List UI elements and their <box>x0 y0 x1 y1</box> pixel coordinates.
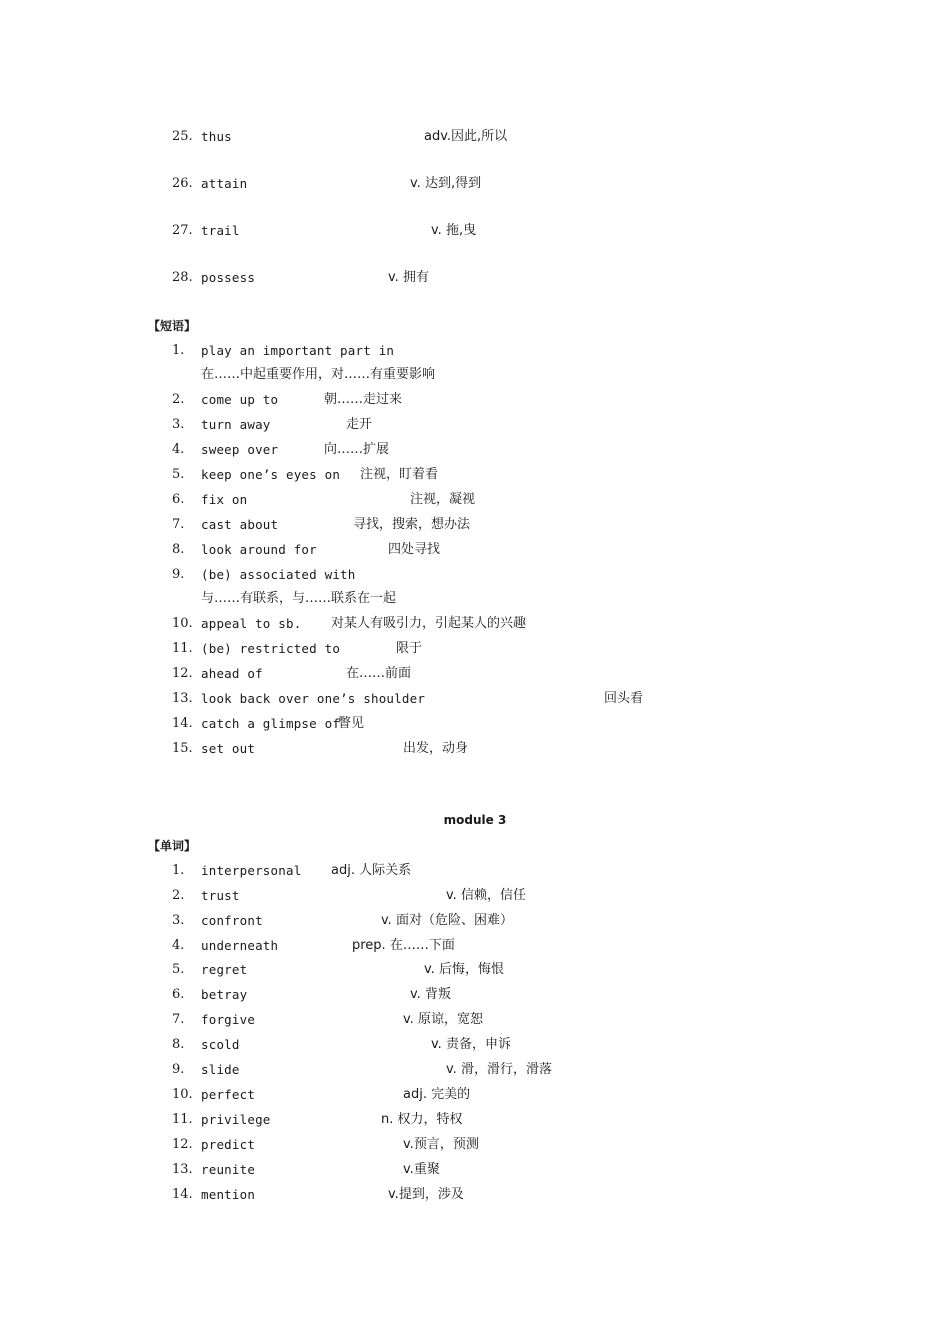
chinese-meaning: 注视，凝视 <box>410 492 476 507</box>
chinese-meaning: v. 达到,得到 <box>410 176 482 191</box>
item-number: 25. <box>172 129 193 144</box>
item-number: 11. <box>172 641 193 656</box>
english-phrase: turn away <box>201 417 271 432</box>
english-phrase: catch a glimpse of <box>201 716 341 731</box>
item-number: 3. <box>172 913 185 928</box>
item-number: 6. <box>172 492 185 507</box>
chinese-meaning: 寻找，搜索，想办法 <box>353 517 471 532</box>
chinese-meaning: 向……扩展 <box>324 442 390 457</box>
item-number: 7. <box>172 517 185 532</box>
phrases-heading: 【短语】 <box>148 319 197 333</box>
item-number: 13. <box>172 691 193 706</box>
chinese-meaning: 走开 <box>346 417 373 432</box>
english-phrase: look back over one’s shoulder <box>201 691 426 706</box>
chinese-meaning: v. 责备，申诉 <box>431 1037 511 1052</box>
english-term: confront <box>201 913 263 928</box>
phrase-item-14 <box>0 713 950 735</box>
word-item-7 <box>0 1009 950 1031</box>
item-number: 12. <box>172 666 193 681</box>
phrase-item-1-meaning <box>0 364 950 386</box>
english-term: forgive <box>201 1012 256 1027</box>
item-number: 7. <box>172 1012 185 1027</box>
word-item-8 <box>0 1034 950 1056</box>
item-number: 8. <box>172 542 185 557</box>
phrase-item-4 <box>0 439 950 461</box>
phrase-item-7 <box>0 514 950 536</box>
chinese-meaning: adj. 人际关系 <box>331 863 412 878</box>
word-item-11 <box>0 1109 950 1131</box>
phrase-item-3 <box>0 414 950 436</box>
word-item-13 <box>0 1159 950 1181</box>
item-number: 5. <box>172 962 185 977</box>
english-phrase: ahead of <box>201 666 263 681</box>
item-number: 9. <box>172 1062 185 1077</box>
item-number: 26. <box>172 176 193 191</box>
chinese-meaning: v.预言，预测 <box>403 1137 479 1152</box>
item-number: 2. <box>172 392 185 407</box>
english-term: interpersonal <box>201 863 302 878</box>
word-item-12 <box>0 1134 950 1156</box>
english-phrase: look around for <box>201 542 317 557</box>
module-title: module 3 <box>443 813 507 827</box>
english-phrase: cast about <box>201 517 279 532</box>
english-phrase: (be) associated with <box>201 567 356 582</box>
word-item-5 <box>0 959 950 981</box>
english-term: scold <box>201 1037 240 1052</box>
item-number: 8. <box>172 1037 185 1052</box>
item-number: 1. <box>172 343 185 358</box>
chinese-meaning: 瞥见 <box>338 716 365 731</box>
chinese-meaning: 朝……走过来 <box>324 392 403 407</box>
chinese-meaning: 出发，动身 <box>403 741 469 756</box>
chinese-meaning: 回头看 <box>604 691 644 706</box>
chinese-meaning: v.提到，涉及 <box>388 1187 464 1202</box>
chinese-meaning: prep. 在……下面 <box>352 938 455 953</box>
word-item-6 <box>0 984 950 1006</box>
chinese-meaning: adj. 完美的 <box>403 1087 471 1102</box>
chinese-meaning: v.重聚 <box>403 1162 440 1177</box>
item-number: 1. <box>172 863 185 878</box>
phrase-item-15 <box>0 738 950 760</box>
item-number: 27. <box>172 223 193 238</box>
phrase-item-2 <box>0 389 950 411</box>
english-term: betray <box>201 987 248 1002</box>
english-phrase: set out <box>201 741 256 756</box>
phrase-item-8 <box>0 539 950 561</box>
item-number: 14. <box>172 716 193 731</box>
item-number: 2. <box>172 888 185 903</box>
item-number: 28. <box>172 270 193 285</box>
item-number: 5. <box>172 467 185 482</box>
phrase-item-1 <box>0 340 950 362</box>
chinese-meaning: v. 拥有 <box>388 270 429 285</box>
english-term: trust <box>201 888 240 903</box>
item-number: 10. <box>172 616 193 631</box>
english-term: possess <box>201 270 256 285</box>
item-number: 13. <box>172 1162 193 1177</box>
english-term: thus <box>201 129 232 144</box>
english-term: perfect <box>201 1087 256 1102</box>
english-phrase: fix on <box>201 492 248 507</box>
phrase-item-12 <box>0 663 950 685</box>
english-term: mention <box>201 1187 256 1202</box>
chinese-meaning: adv.因此,所以 <box>424 129 508 144</box>
chinese-meaning: 在……前面 <box>346 666 412 681</box>
chinese-meaning: v. 信赖，信任 <box>446 888 526 903</box>
chinese-meaning: v. 拖,曳 <box>431 223 477 238</box>
phrase-item-10 <box>0 613 950 635</box>
phrase-item-9 <box>0 564 950 586</box>
english-term: underneath <box>201 938 279 953</box>
chinese-meaning: v. 背叛 <box>410 987 451 1002</box>
chinese-meaning: 限于 <box>396 641 423 656</box>
english-term: privilege <box>201 1112 271 1127</box>
vocab-item-28 <box>0 267 950 289</box>
english-phrase: keep one’s eyes on <box>201 467 341 482</box>
item-number: 4. <box>172 442 185 457</box>
word-item-9 <box>0 1059 950 1081</box>
chinese-meaning: n. 权力，特权 <box>381 1112 463 1127</box>
english-phrase: come up to <box>201 392 279 407</box>
phrase-item-13 <box>0 688 950 710</box>
english-term: predict <box>201 1137 256 1152</box>
item-number: 15. <box>172 741 193 756</box>
phrase-item-5 <box>0 464 950 486</box>
vocab-item-26 <box>0 173 950 195</box>
phrase-item-11 <box>0 638 950 660</box>
item-number: 9. <box>172 567 185 582</box>
word-item-3 <box>0 910 950 932</box>
item-number: 3. <box>172 417 185 432</box>
chinese-meaning: 与……有联系，与……联系在一起 <box>201 591 397 606</box>
item-number: 6. <box>172 987 185 1002</box>
item-number: 14. <box>172 1187 193 1202</box>
chinese-meaning: 四处寻找 <box>388 542 441 557</box>
word-item-14 <box>0 1184 950 1206</box>
english-term: attain <box>201 176 248 191</box>
english-term: trail <box>201 223 240 238</box>
word-item-2 <box>0 885 950 907</box>
item-number: 12. <box>172 1137 193 1152</box>
chinese-meaning: v. 滑，滑行，滑落 <box>446 1062 552 1077</box>
item-number: 10. <box>172 1087 193 1102</box>
item-number: 4. <box>172 938 185 953</box>
chinese-meaning: v. 后悔，悔恨 <box>424 962 504 977</box>
english-term: regret <box>201 962 248 977</box>
chinese-meaning: 在……中起重要作用，对……有重要影响 <box>201 367 436 382</box>
words-heading: 【单词】 <box>148 839 197 853</box>
english-term: slide <box>201 1062 240 1077</box>
chinese-meaning: v. 原谅，宽恕 <box>403 1012 483 1027</box>
chinese-meaning: v. 面对（危险、困难） <box>381 913 513 928</box>
english-phrase: play an important part in <box>201 343 395 358</box>
chinese-meaning: 对某人有吸引力，引起某人的兴趣 <box>331 616 527 631</box>
word-item-10 <box>0 1084 950 1106</box>
phrase-item-6 <box>0 489 950 511</box>
word-item-1 <box>0 860 950 882</box>
word-item-4 <box>0 935 950 957</box>
phrase-item-9-meaning <box>0 588 950 610</box>
english-phrase: sweep over <box>201 442 279 457</box>
chinese-meaning: 注视，盯着看 <box>360 467 439 482</box>
english-term: reunite <box>201 1162 256 1177</box>
english-phrase: (be) restricted to <box>201 641 341 656</box>
english-phrase: appeal to sb. <box>201 616 302 631</box>
vocab-item-27 <box>0 220 950 242</box>
item-number: 11. <box>172 1112 193 1127</box>
vocab-item-25 <box>0 126 950 148</box>
